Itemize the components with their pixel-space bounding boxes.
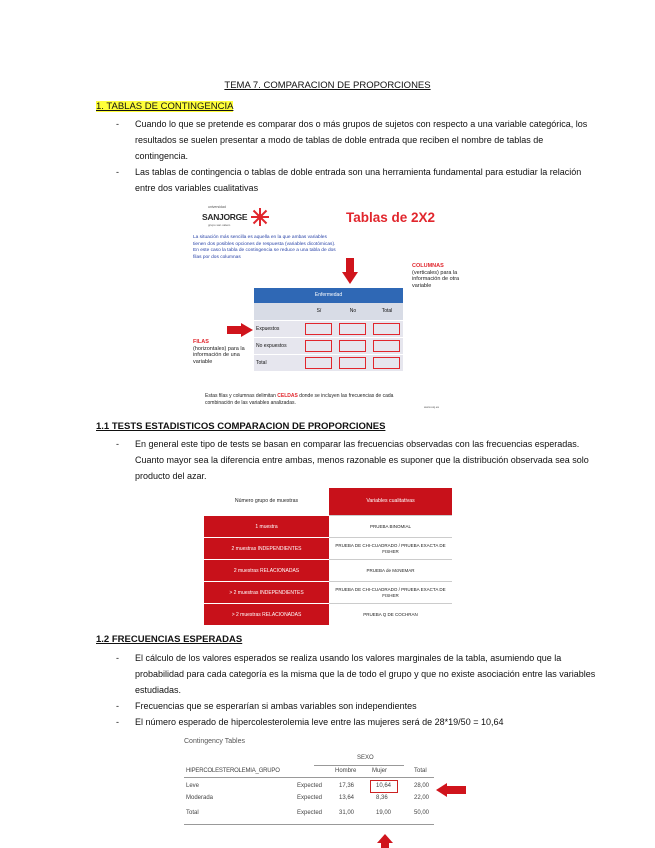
logo-small-text: universidad	[208, 205, 226, 209]
logo-sub-text: grupo san valero	[208, 223, 231, 227]
row-label: Moderada	[186, 795, 214, 801]
columns-label	[412, 263, 462, 289]
table-row	[204, 581, 452, 603]
table-cell-test: PRUEBA DE CHI-CUADRADO / PRUEBA EXACTA DE FISHER	[329, 537, 452, 559]
table-cell: 31,00	[339, 810, 355, 816]
columns-label-strong: COLUMNAS	[412, 263, 444, 269]
table-cell: 50,00	[414, 810, 430, 816]
bullet: - Frecuencias que se esperarían si ambas variables son independientes	[116, 698, 596, 714]
table-row	[254, 354, 403, 371]
table-cell	[339, 357, 366, 369]
group-header: SEXO	[357, 755, 374, 761]
statistical-tests-table	[204, 488, 452, 625]
row-label: No expuestos	[256, 343, 287, 349]
table-header-right: Variables cualitativas	[329, 488, 452, 515]
table-cell: 13,64	[339, 795, 355, 801]
table-cell	[373, 357, 400, 369]
table-cell-test: PRUEBA BINOMIAL	[329, 515, 452, 537]
arrow-right-icon	[227, 323, 253, 337]
divider	[184, 777, 434, 778]
column-header: Total	[414, 768, 427, 774]
row-stat: Expected	[297, 810, 323, 816]
table-cell-test: PRUEBA Q DE COCHRAN	[329, 603, 452, 625]
caption-pre: Estas filas y columnas delimitan	[205, 393, 278, 399]
table-cell-samples: 1 muestra	[204, 515, 329, 537]
section-1-bullets	[116, 116, 596, 196]
rows-label-rest: (horizontales) para la información de una variable	[193, 345, 245, 365]
slide-image-tablas-2x2	[190, 203, 460, 413]
row-label: Expuestos	[256, 326, 280, 332]
table-row	[204, 559, 452, 581]
row-stat: Expected	[297, 795, 323, 801]
slide-intro-text: La situación más sencilla es aquella en la que ambas variables tienen dos posibles opciones de respuesta (variables dicotómicas). En este caso la tabla de contingencia se reduce a una tabla de dos filas por dos columnas	[193, 235, 336, 260]
section-1-2-bullets	[116, 650, 596, 730]
bullet: - Cuando lo que se pretende es comparar dos o más grupos de sujetos con respecto a una variable categórica, los resultados se suelen presentar a modo de tablas de doble entrada que reciben el nombre de tablas de contingencia.	[116, 116, 596, 164]
table-cell	[305, 323, 332, 335]
table-cell	[339, 323, 366, 335]
bullet: - Las tablas de contingencia o tablas de doble entrada son una herramienta fundamental para estudiar la relación entre dos variables cualitativas	[116, 164, 596, 196]
rows-label	[193, 339, 245, 365]
row-variable-header: HIPERCOLESTEROLEMIA_GRUPO	[186, 768, 280, 774]
table-cell	[339, 340, 366, 352]
table-cell-samples: > 2 muestras RELACIONADAS	[204, 603, 329, 625]
section-1-1-bullets	[116, 436, 596, 484]
arrow-down-icon	[342, 258, 358, 284]
slide-2x2-table	[254, 288, 403, 370]
caption-strong: CELDAS	[277, 393, 298, 399]
page-title	[0, 80, 655, 91]
table-cell	[373, 340, 400, 352]
section-1-1-heading: 1.1 TESTS ESTADISTICOS COMPARACION DE PROPORCIONES	[96, 421, 386, 432]
page-title-text: TEMA 7. COMPARACION DE PROPORCIONES	[224, 80, 431, 91]
column-header: No	[349, 308, 357, 314]
table-cell: 28,00	[414, 783, 430, 789]
section-1-heading	[96, 101, 233, 112]
table-row	[254, 337, 403, 354]
table-row	[204, 537, 452, 559]
table-row	[254, 320, 403, 337]
output-title: Contingency Tables	[184, 738, 245, 745]
contingency-output-table	[184, 738, 474, 848]
column-header: Hombre	[335, 768, 357, 774]
arrow-up-icon	[377, 834, 393, 848]
logo-text: SANJORGE	[202, 212, 248, 222]
row-label: Total	[256, 360, 267, 366]
table-cell-samples: > 2 muestras INDEPENDIENTES	[204, 581, 329, 603]
caption-post: donde se incluyen las frecuencias de cada combinación de las variables analizadas.	[205, 393, 394, 406]
table-cell: 19,00	[376, 810, 392, 816]
table-column-headers	[254, 303, 403, 320]
column-header: Sí	[316, 308, 322, 314]
table-row	[204, 515, 452, 537]
table-cell: 17,36	[339, 783, 355, 789]
university-logo	[202, 205, 266, 231]
table-header: Enfermedad	[254, 288, 403, 303]
column-header: Mujer	[372, 768, 388, 774]
slide-title: Tablas de 2X2	[346, 210, 436, 225]
arrow-left-icon	[436, 783, 466, 797]
table-row	[204, 603, 452, 625]
slide-watermark: www.usj.es	[424, 405, 440, 409]
section-1-2-heading: 1.2 FRECUENCIAS ESPERADAS	[96, 634, 243, 645]
rows-label-strong: FILAS	[193, 339, 209, 345]
table-cell-samples: 2 muestras INDEPENDIENTES	[204, 537, 329, 559]
bullet: - El número esperado de hipercolesterolemia leve entre las mujeres será de 28*19/50 = 10,64	[116, 714, 596, 730]
table-cell	[305, 340, 332, 352]
divider	[314, 765, 404, 766]
bullet: - El cálculo de los valores esperados se realiza usando los valores marginales de la tabla, asumiendo que la probabilidad para cada categoría es la misma que la de todo el grupo y que no existe asociación entre las variables estudiadas.	[116, 650, 596, 698]
columns-label-rest: (verticales) para la información de otra variable	[412, 269, 460, 289]
table-cell	[305, 357, 332, 369]
section-1-heading-text: 1. TABLAS DE CONTINGENCIA	[96, 101, 234, 112]
table-cell-test: PRUEBA DE CHI-CUADRADO / PRUEBA EXACTA DE FISHER	[329, 581, 452, 603]
table-cell-samples: 2 muestras RELACIONADAS	[204, 559, 329, 581]
table-cell-test: PRUEBA de McNEMAR	[329, 559, 452, 581]
table-cell: 8,36	[376, 795, 388, 801]
row-label: Total	[186, 810, 199, 816]
column-header: Total	[381, 308, 393, 314]
bullet: - En general este tipo de tests se basan en comparar las frecuencias observadas con las frecuencias esperadas. Cuanto mayor sea la diferencia entre ambas, menos razonable es suponer que la distribución observada sea solo producto del azar.	[116, 436, 596, 484]
table-header-left: Número grupo de muestras	[204, 488, 329, 515]
table-cell: 10,64	[376, 783, 392, 789]
row-stat: Expected	[297, 783, 323, 789]
divider	[184, 824, 434, 825]
table-cell: 22,00	[414, 795, 430, 801]
logo-star-icon	[250, 207, 270, 227]
table-cell	[373, 323, 400, 335]
row-label: Leve	[186, 783, 200, 789]
slide-caption	[205, 393, 417, 407]
